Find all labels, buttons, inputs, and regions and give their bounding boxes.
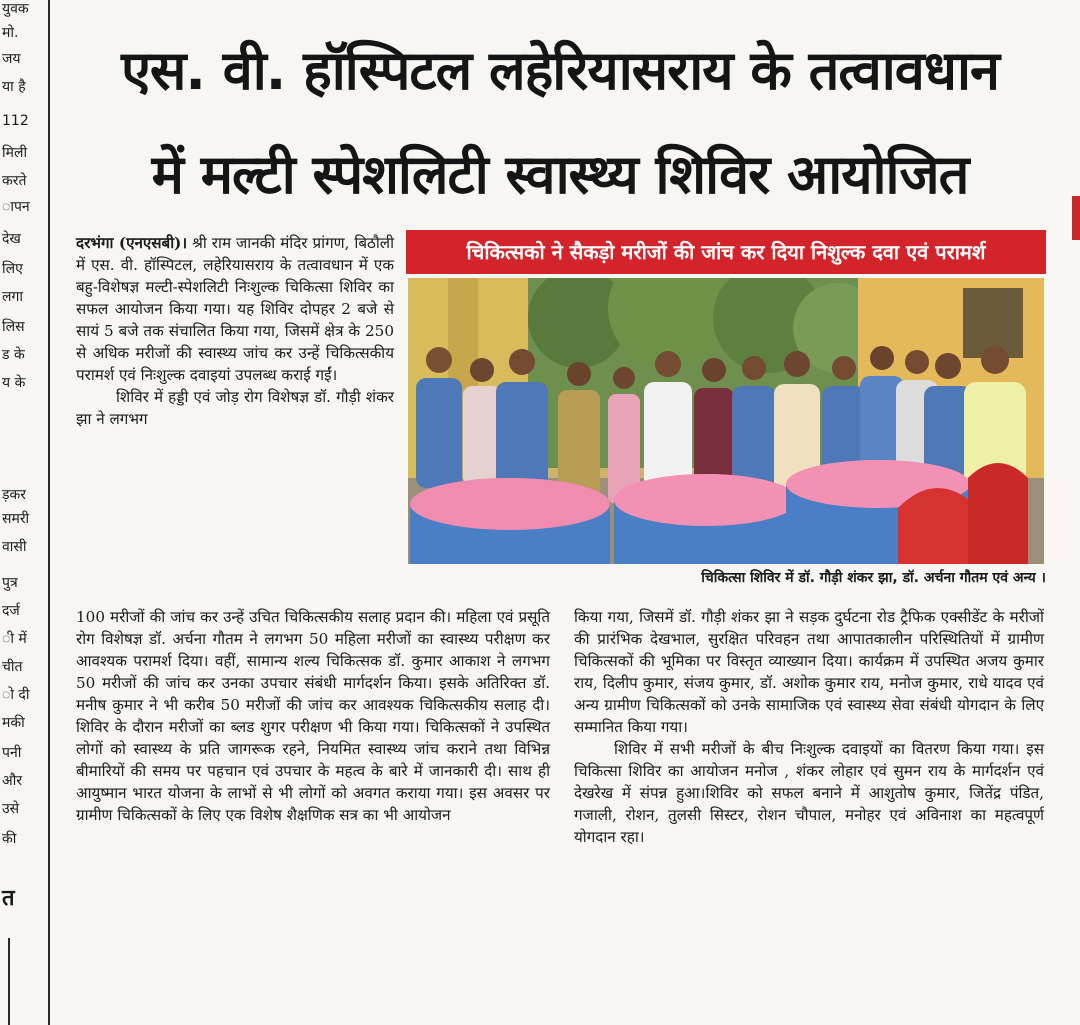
article-column-3 [574, 606, 1044, 848]
left-fragment: ापन [2, 199, 30, 215]
event-photo [408, 278, 1044, 564]
left-fragment: पुत्र [2, 575, 18, 591]
paragraph-text: श्री राम जानकी मंदिर प्रांगण, बिठौली में एस. वी. हॉस्पिटल, लहेरियासराय के तत्वावधान में एक बहु-विशेषज्ञ मल्टी-स्पेशलिटी निःशुल्क चिकित्सा शिविर का सफल आयोजन किया गया। यह शिविर दोपहर 2 बजे से सायं 5 बजे तक संचालित किया गया, जिसमें क्षेत्र के 250 से अधिक मरीजों की स्वास्थ्य जांच कर उन्हें चिकित्सकीय परामर्श एवं निःशुल्क दवाइयां उपलब्ध कराई गईं। [76, 234, 395, 384]
left-fragment: लगा [2, 289, 23, 305]
article-paragraph [76, 232, 394, 386]
left-fragment: मिली [2, 145, 28, 161]
left-fragment: ड के [2, 347, 25, 363]
left-fragment: और [2, 773, 23, 789]
photo-banner: चिकित्सको ने सैकड़ो मरीजों की जांच कर दिया निशुल्क दवा एवं परामर्श [406, 230, 1046, 274]
article-column-1 [76, 232, 394, 430]
photo-block [406, 230, 1046, 564]
left-fragment: लिस [2, 319, 25, 335]
left-fragment: य के [2, 375, 26, 391]
left-neighbor-column [0, 0, 44, 1025]
article-paragraph: शिविर में हड्डी एवं जोड़ रोग विशेषज्ञ डॉ. गौड़ी शंकर झा ने लगभग [76, 388, 394, 428]
headline-line-2: में मल्टी स्पेशलिटी स्वास्थ्य शिविर आयोजित [151, 143, 969, 206]
left-fragment: ी में [2, 631, 27, 647]
left-fragment: वासी [2, 539, 27, 555]
left-fragment: पनी [2, 745, 22, 761]
article-column-2 [76, 606, 550, 826]
left-fragment: जय [2, 51, 21, 67]
left-fragment: देख [2, 231, 21, 247]
left-fragment: उसे [2, 801, 20, 817]
left-fragment: त [2, 886, 15, 911]
left-fragment: ड़कर [2, 487, 26, 503]
column-divider [8, 938, 10, 1025]
left-fragment: ो दी [2, 687, 30, 703]
right-neighbor-column [1062, 0, 1080, 1025]
left-fragment: युवक [2, 1, 29, 17]
article-paragraph: 100 मरीजों की जांच कर उन्हें उचित चिकित्सकीय सलाह प्रदान की। महिला एवं प्रसूति रोग विशेषज्ञ डॉ. अर्चना गौतम ने लगभग 50 महिला मरीजों का स्वास्थ्य परीक्षण कर आवश्यक परामर्श दिया। वहीं, सामान्य शल्य चिकित्सक डॉ. कुमार आकाश ने लगभग 50 मरीजों की जांच कर उनका उपचार संबंधी मार्गदर्शन किया। इसके अतिरिक्त डॉ. मनीष कुमार ने भी करीब 50 मरीजों की जांच कर आवश्यक चिकित्सकीय सलाह दी।शिविर के दौरान मरीजों का ब्लड शुगर परीक्षण भी किया गया। चिकित्सकों ने उपस्थित लोगों को स्वास्थ्य के प्रति जागरूक रहने, नियमित स्वास्थ्य जांच कराने तथा विभिन्न बीमारियों की समय पर पहचान एवं उपचार के महत्व के बारे में जानकारी दी। साथ ही आयुष्मान भारत योजना के लाभों से भी लोगों को अवगत कराया गया। इस अवसर पर ग्रामीण चिकित्सकों के लिए एक विशेष शैक्षणिक सत्र का भी आयोजन [76, 608, 550, 824]
left-fragment: समरी [2, 511, 30, 527]
left-fragment: की [2, 831, 17, 847]
right-neighbor-red-box [1072, 196, 1080, 240]
photo-caption: चिकित्सा शिविर में डॉ. गौड़ी शंकर झा, डॉ. अर्चना गौतम एवं अन्य । [701, 570, 1046, 586]
article-paragraph: किया गया, जिसमें डॉ. गौड़ी शंकर झा ने सड़क दुर्घटना रोड ट्रैफिक एक्सीडेंट के मरीजों की प्रारंभिक देखभाल, सुरक्षित परिवहन तथा आपातकालीन परिस्थितियों में ग्रामीण चिकित्सकों की भूमिका पर विस्तृत व्याख्यान दिया। कार्यक्रम में उपस्थित अजय कुमार राय, दिलीप कुमार, संजय कुमार, डॉ. अशोक कुमार राय, मनोज कुमार, राधे यादव एवं अन्य ग्रामीण चिकित्सकों को उनके सामाजिक एवं स्वास्थ्य सेवा संबंधी योगदान के लिए सम्मानित किया गया। [574, 608, 1044, 736]
left-fragment: मकी [2, 715, 25, 731]
left-fragment: या है [2, 79, 26, 95]
left-fragment: लिए [2, 261, 23, 277]
column-divider [48, 0, 50, 1025]
article-paragraph: शिविर में सभी मरीजों के बीच निःशुल्क दवाइयों का वितरण किया गया। इस चिकित्सा शिविर का आयोजन मनोज , शंकर लोहार एवं सुमन राय के मार्गदर्शन एवं देखरेख में संपन्न हुआ।शिविर को सफल बनाने में आशुतोष कुमार, जितेंद्र पंडित, गजाली, रोशन, तुलसी सिस्टर, रोशन चौपाल, मनोहर एवं अविनाश का महत्वपूर्ण योगदान रहा। [574, 740, 1044, 846]
left-fragment: मो. [2, 25, 19, 41]
left-fragment: दर्ज [2, 603, 20, 619]
left-fragment: करते [2, 173, 27, 189]
left-fragment: 112 [2, 113, 29, 129]
headline-line-1: एस. वी. हॉस्पिटल लहेरियासराय के तत्वावधान [121, 39, 999, 102]
left-fragment: चीत [2, 659, 23, 675]
dateline: दरभंगा (एनएसबी)। [76, 234, 188, 252]
